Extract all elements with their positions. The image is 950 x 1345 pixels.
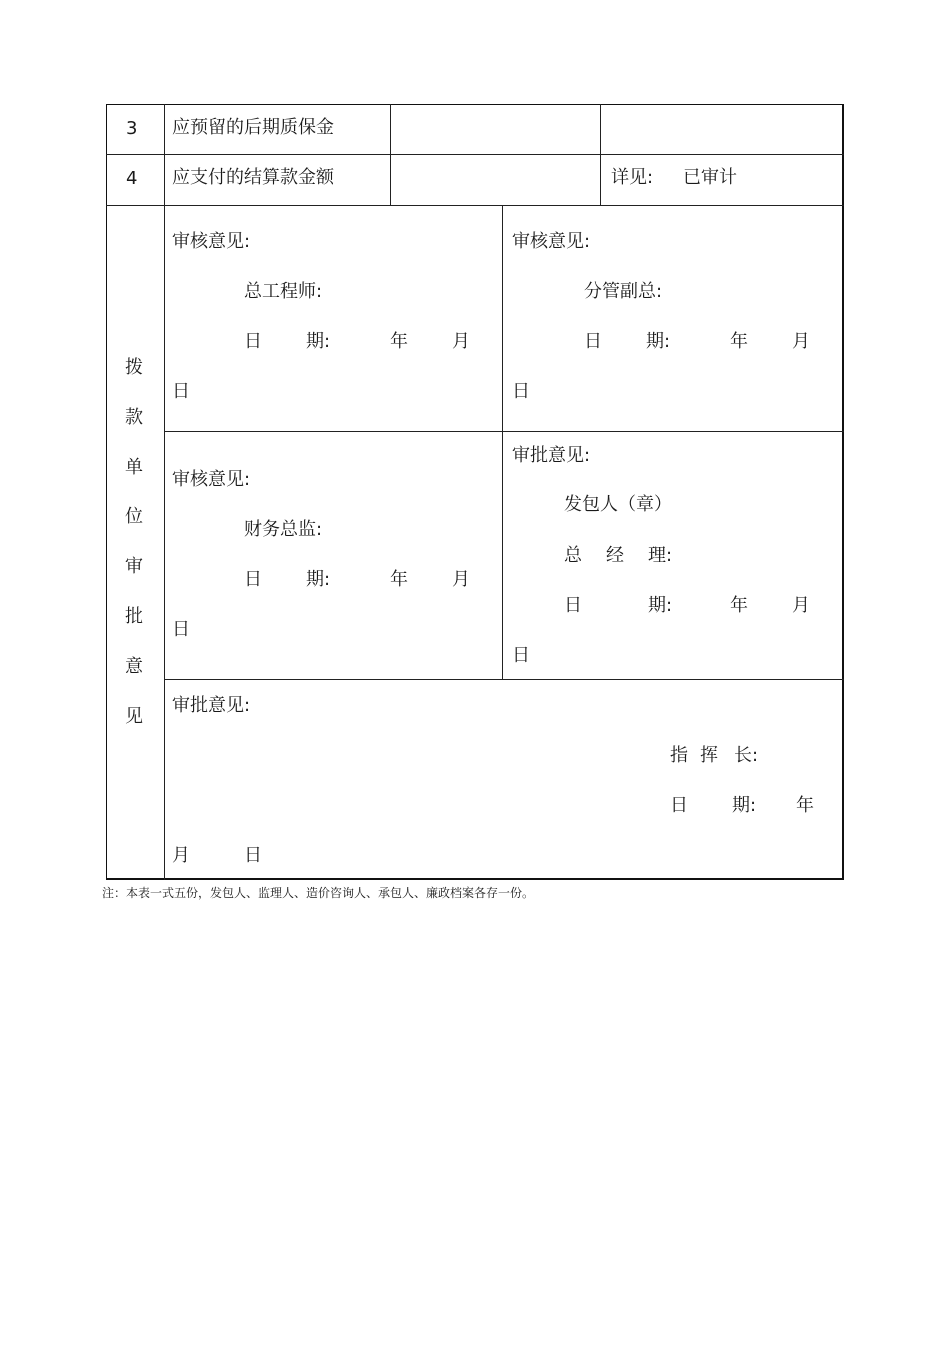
signer-label: 指 [670,745,688,766]
side-label-char: 拨 [125,357,143,378]
signer-label: 挥 [700,745,718,766]
remark-value: 已审计 [683,167,737,188]
signer-label: 分管副总: [584,281,663,302]
month-label: 月 [172,845,190,866]
side-label-char: 款 [125,407,143,428]
date-label-qi: 期: [306,331,331,352]
day-label: 日 [172,381,190,402]
row-divider [164,679,844,680]
month-label: 月 [792,595,810,616]
side-label-char: 位 [125,506,143,527]
signer-label: 总工程师: [244,281,323,302]
review-heading: 审核意见: [512,231,591,252]
row-divider [164,431,844,432]
row-number: 4 [126,168,138,189]
date-label-ri: 日 [244,331,262,352]
date-label-ri: 日 [244,569,262,590]
approval-heading: 审批意见: [512,445,591,466]
day-label: 日 [244,845,262,866]
footnote: 注：本表一式五份，发包人、监理人、造价咨询人、承包人、廉政档案各存一份。 [102,886,535,900]
row-item-label: 应预留的后期质保金 [172,117,334,138]
signer-label: 长: [734,745,759,766]
year-label: 年 [390,569,408,590]
date-label-qi: 期: [648,595,673,616]
column-divider [502,205,503,679]
signer-label: 理: [648,545,673,566]
side-label-char: 批 [125,606,143,627]
year-label: 年 [730,595,748,616]
date-label-qi: 期: [732,795,757,816]
row-item-label: 应支付的结算款金额 [172,167,334,188]
row-divider [106,154,844,155]
day-label: 日 [512,645,530,666]
signer-label: 财务总监: [244,519,323,540]
column-divider [164,104,165,880]
column-divider [600,104,601,205]
day-label: 日 [512,381,530,402]
day-label: 日 [172,619,190,640]
year-label: 年 [796,795,814,816]
date-label-ri: 日 [670,795,688,816]
party-seal-label: 发包人（章） [564,494,672,515]
review-heading: 审核意见: [172,469,251,490]
side-label-char: 见 [125,706,143,727]
month-label: 月 [792,331,810,352]
signer-label: 经 [606,545,624,566]
date-label-qi: 期: [306,569,331,590]
column-divider [390,104,391,205]
side-label-char: 意 [125,656,143,677]
month-label: 月 [452,569,470,590]
date-label-qi: 期: [646,331,671,352]
remark-label: 详见: [611,167,654,188]
row-divider [106,205,844,206]
side-label-char: 审 [125,556,143,577]
year-label: 年 [390,331,408,352]
month-label: 月 [452,331,470,352]
year-label: 年 [730,331,748,352]
review-heading: 审核意见: [172,231,251,252]
signer-label: 总 [564,545,582,566]
row-number: 3 [126,118,138,139]
date-label-ri: 日 [564,595,582,616]
date-label-ri: 日 [584,331,602,352]
approval-heading: 审批意见: [172,695,251,716]
side-label-char: 单 [125,457,143,478]
